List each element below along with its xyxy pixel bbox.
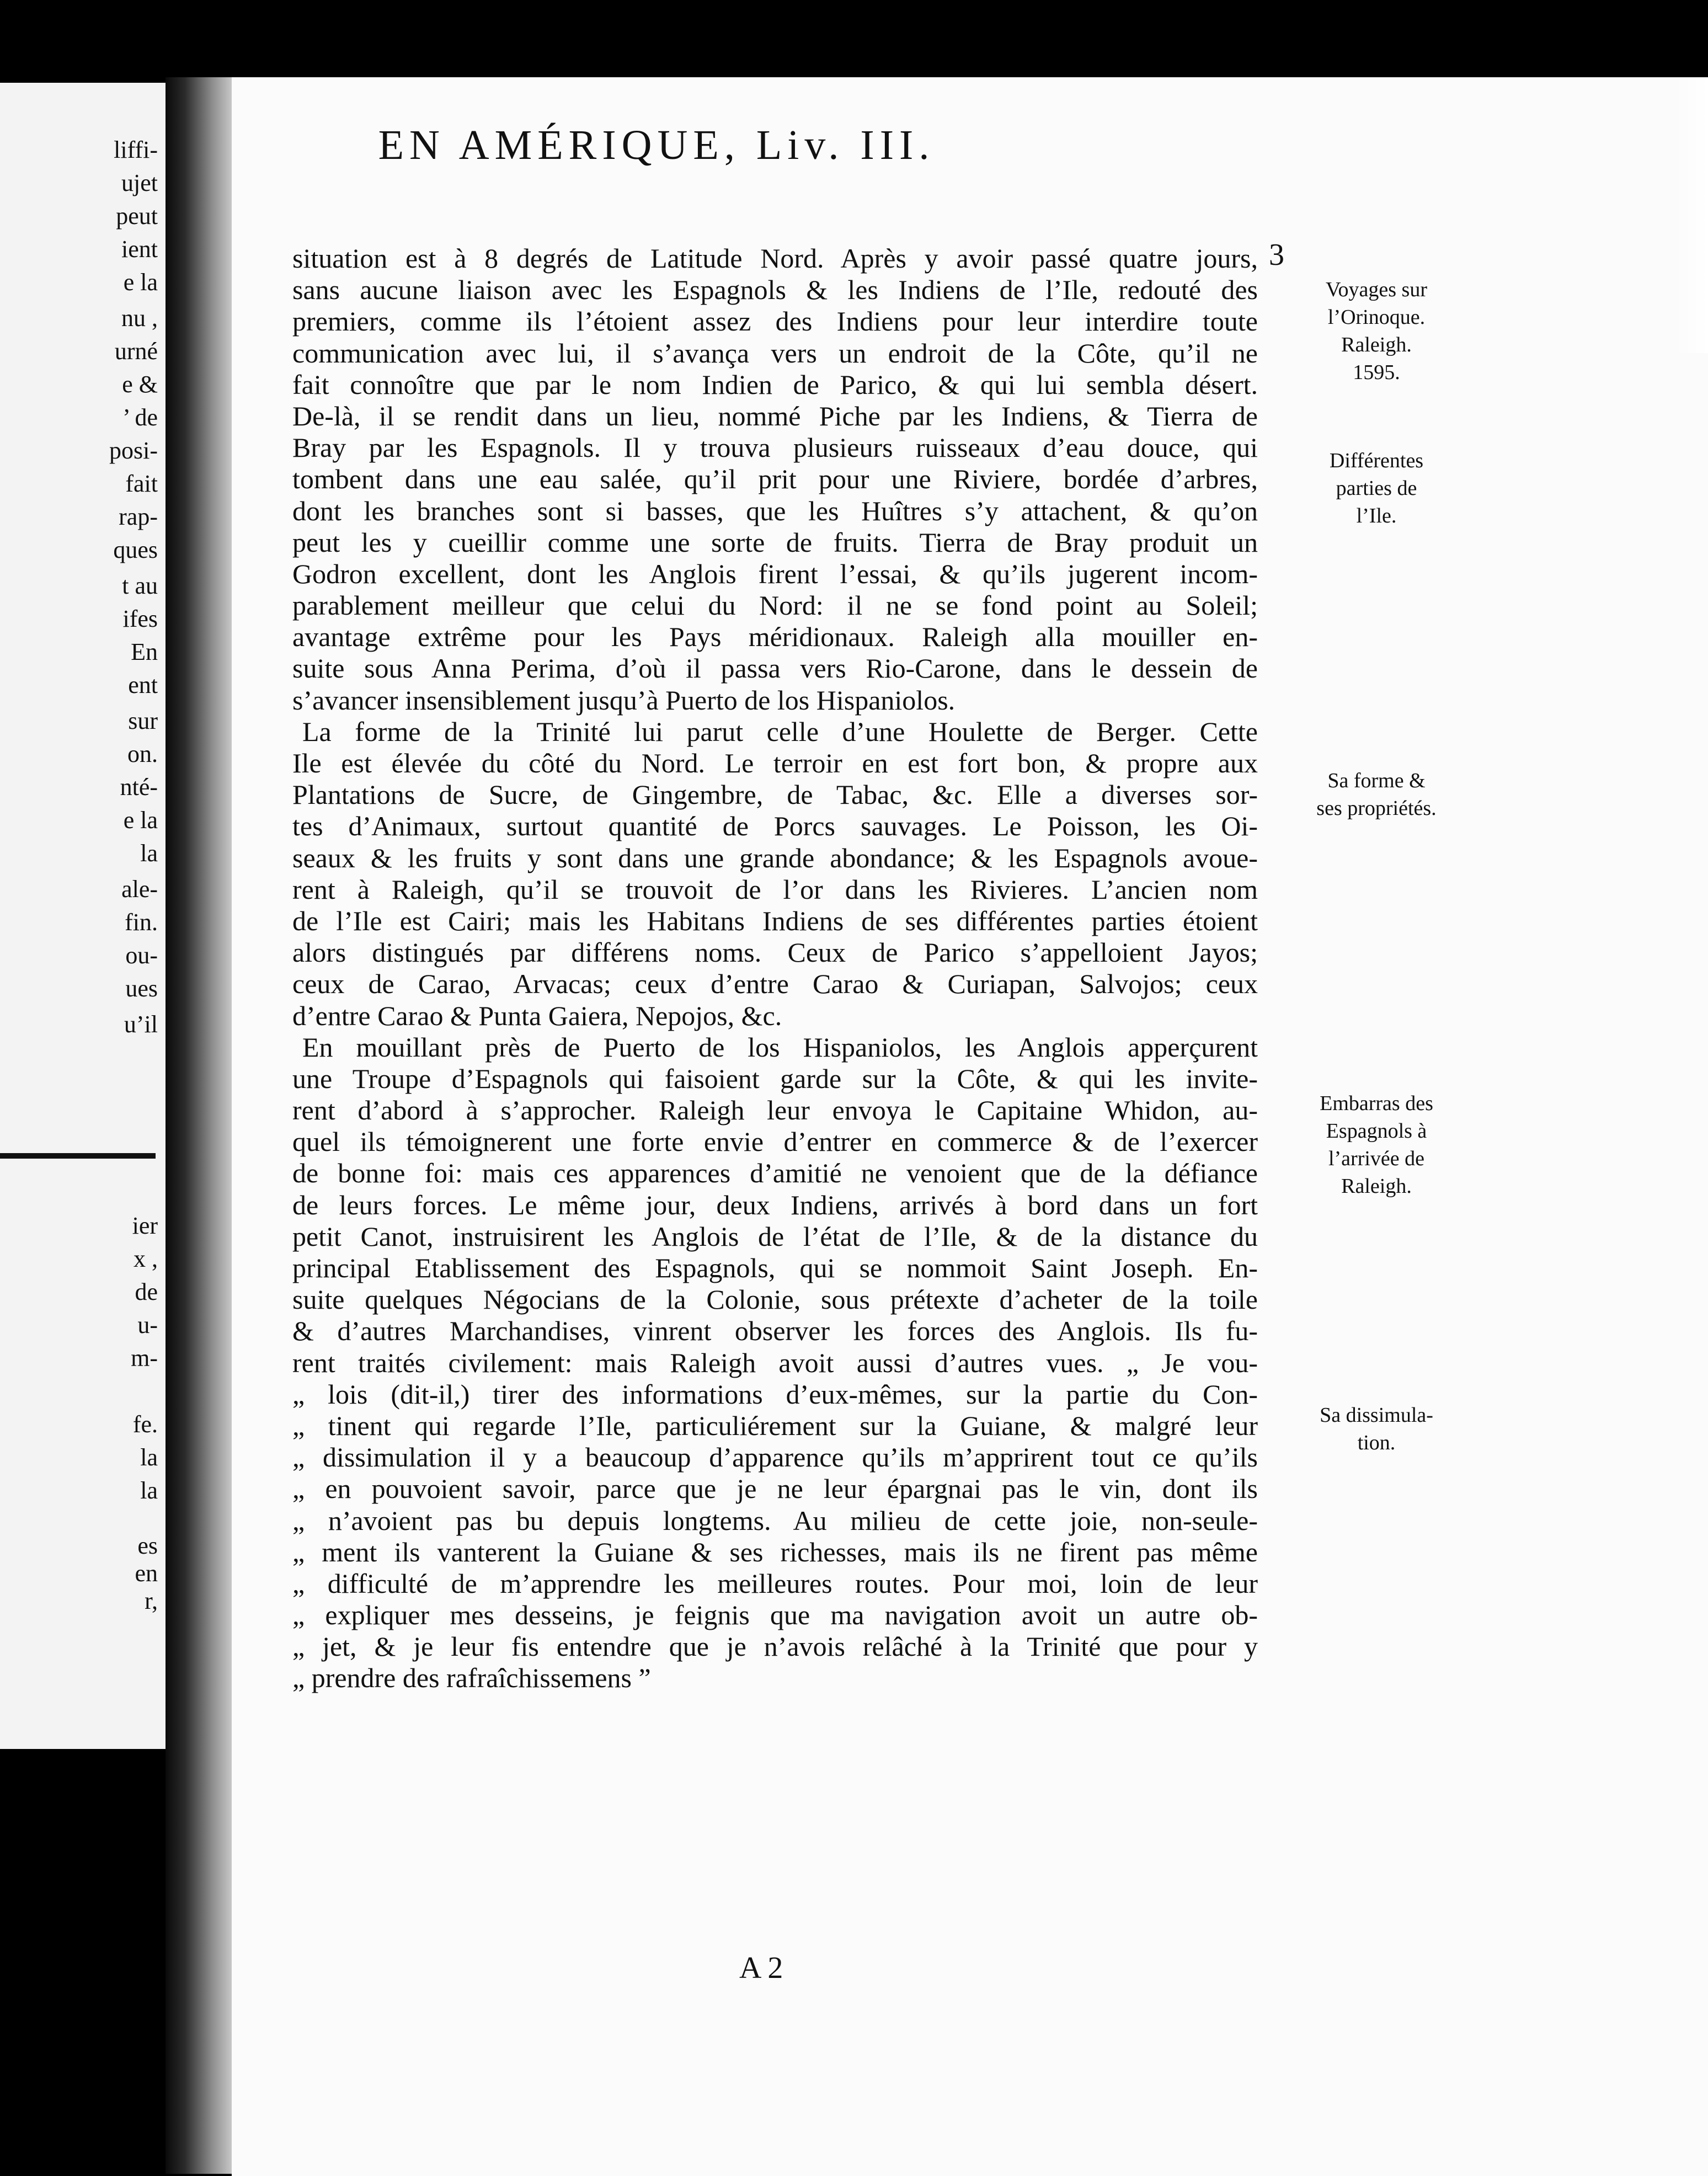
marginal-note-line: Embarras des bbox=[1320, 1092, 1433, 1115]
left-page-fragment: urné bbox=[114, 338, 158, 365]
text-line: ceux de Carao, Arvacas; ceux d’entre Carao & Curiapan, Salvojos; ceux bbox=[292, 968, 1258, 1000]
text-line: s’avancer insensiblement jusqu’à Puerto de los Hispaniolos. bbox=[292, 684, 956, 716]
text-line: peut les y cueillir comme une sorte de fruits. Tierra de Bray produit un bbox=[292, 526, 1258, 558]
text-line: suite sous Anna Perima, d’où il passa vers Rio-Carone, dans le dessein de bbox=[292, 653, 1258, 684]
text-line: En mouillant près de Puerto de los Hispaniolos, les Anglois apperçurent bbox=[302, 1031, 1258, 1063]
marginal-note-line: Espagnols à bbox=[1326, 1119, 1427, 1143]
left-page-fragment: posi- bbox=[109, 437, 158, 464]
text-line: „ tinent qui regarde l’Ile, particuliérement sur la Guiane, & malgré leur bbox=[292, 1410, 1258, 1441]
text-line: avantage extrême pour les Pays méridionaux. Raleigh alla mouiller en- bbox=[292, 621, 1258, 653]
text-line: communication avec lui, il s’avança vers un endroit de la Côte, qu’il ne bbox=[292, 337, 1258, 369]
left-page-fragment: m- bbox=[131, 1345, 158, 1372]
text-line: „ jet, & je leur fis entendre que je n’avois relâché à la Trinité que pour y bbox=[292, 1631, 1258, 1662]
text-line: fait connoître que par le nom Indien de Parico, & qui lui sembla désert. bbox=[292, 369, 1258, 400]
book-gutter bbox=[166, 77, 243, 2174]
text-line: rent traités civilement: mais Raleigh avoit aussi d’autres vues. „ Je vou- bbox=[292, 1347, 1258, 1378]
text-line: petit Canot, instruisirent les Anglois de l’état de l’Ile, & de la distance du bbox=[292, 1220, 1258, 1252]
left-page-fragment: fin. bbox=[125, 909, 158, 936]
left-page-fragment: on. bbox=[127, 740, 158, 767]
left-page-fragment: ale- bbox=[121, 876, 158, 903]
text-line: de bonne foi: mais ces apparences d’amitié ne venoient que de la défiance bbox=[292, 1158, 1258, 1189]
page-number: 3 bbox=[1269, 238, 1284, 272]
text-line: tes d’Animaux, surtout quantité de Porcs sauvages. Le Poisson, les Oi- bbox=[292, 810, 1258, 842]
left-page-rule bbox=[0, 1153, 156, 1159]
left-page-fragment: r, bbox=[145, 1587, 158, 1614]
text-line: „ en pouvoient savoir, parce que je ne leur épargnai pas le vin, dont ils bbox=[292, 1473, 1258, 1505]
left-page-fragment: e la bbox=[123, 807, 158, 834]
left-page-fragment: ier bbox=[132, 1212, 158, 1239]
text-line: rent à Raleigh, qu’il se trouvoit de l’or dans les Rivieres. L’ancien nom bbox=[292, 873, 1258, 905]
left-page-fragment: x , bbox=[134, 1245, 158, 1272]
text-line: rent d’abord à s’approcher. Raleigh leur envoya le Capitaine Whidon, au- bbox=[292, 1095, 1258, 1126]
marginal-note-line: Différentes bbox=[1329, 449, 1424, 472]
marginal-note-line: parties de bbox=[1336, 477, 1417, 500]
left-page-fragment: la bbox=[140, 840, 158, 867]
left-page-fragment: ques bbox=[113, 536, 158, 563]
marginal-note-line: Sa forme & bbox=[1327, 769, 1426, 792]
text-line: Godron excellent, dont les Anglois firent l’essai, & qu’ils jugerent incom- bbox=[292, 558, 1258, 589]
text-line: „ difficulté de m’apprendre les meilleures routes. Pour moi, loin de leur bbox=[292, 1567, 1258, 1599]
signature-mark: A 2 bbox=[739, 1951, 783, 1985]
text-line: sans aucune liaison avec les Espagnols & les Indiens de l’Ile, redouté des bbox=[292, 274, 1258, 306]
marginal-note bbox=[1285, 447, 1467, 530]
text-line: premiers, comme ils l’étoient assez des Indiens pour leur interdire toute bbox=[292, 306, 1258, 337]
marginal-note bbox=[1285, 1401, 1467, 1457]
marginal-note-line: l’arrivée de bbox=[1328, 1147, 1425, 1170]
text-line: une Troupe d’Espagnols qui faisoient garde sur la Côte, & qui les invite- bbox=[292, 1063, 1258, 1094]
left-page-fragment: liffi- bbox=[114, 136, 158, 163]
text-line: Bray par les Espagnols. Il y trouva plusieurs ruisseaux d’eau douce, qui bbox=[292, 432, 1258, 463]
text-line: dont les branches sont si basses, que les Huîtres s’y attachent, & qu’on bbox=[292, 495, 1258, 526]
marginal-note-line: Raleigh. bbox=[1341, 1175, 1412, 1198]
left-page-fragment: e & bbox=[122, 371, 158, 398]
text-line: seaux & les fruits y sont dans une grande abondance; & les Espagnols avoue- bbox=[292, 842, 1258, 873]
left-page-fragment: la bbox=[140, 1444, 158, 1471]
marginal-note-line: l’Orinoque. bbox=[1327, 306, 1426, 329]
text-line: tombent dans une eau salée, qu’il prit pour une Riviere, bordée d’arbres, bbox=[292, 463, 1258, 495]
left-page-fragment: nté- bbox=[120, 774, 158, 801]
left-page-fragment: u- bbox=[137, 1311, 158, 1338]
text-line: d’entre Carao & Punta Gaiera, Nepojos, &c. bbox=[292, 1000, 782, 1031]
left-page-fragment: ifes bbox=[122, 605, 158, 632]
page-edge bbox=[1675, 77, 1708, 353]
text-line: Plantations de Sucre, de Gingembre, de Tabac, &c. Elle a diverses sor- bbox=[292, 779, 1258, 810]
marginal-note-line: l’Ile. bbox=[1356, 504, 1397, 527]
text-line: Ile est élevée du côté du Nord. Le terroir en est fort bon, & propre aux bbox=[292, 748, 1258, 778]
left-page-fragment: es bbox=[137, 1532, 158, 1559]
text-line: situation est à 8 degrés de Latitude Nord. Après y avoir passé quatre jours, bbox=[292, 243, 1258, 274]
text-line: La forme de la Trinité lui parut celle d’une Houlette de Berger. Cette bbox=[302, 716, 1258, 747]
marginal-note-line: 1595. bbox=[1353, 361, 1400, 384]
text-line: „ n’avoient pas bu depuis longtems. Au milieu de cette joie, non-seule- bbox=[292, 1505, 1258, 1536]
left-page-fragment: ’ de bbox=[122, 404, 158, 431]
left-page-fragment: sur bbox=[128, 707, 158, 734]
text-line: „ dissimulation il y a beaucoup d’apparence qu’ils m’apprirent tout ce qu’ils bbox=[292, 1442, 1258, 1473]
left-page-fragment: ujet bbox=[121, 169, 158, 196]
text-line: & d’autres Marchandises, vinrent observer les forces des Anglois. Ils fu- bbox=[292, 1315, 1258, 1347]
left-page-fragment: ent bbox=[128, 671, 158, 698]
left-page-fragment: u’il bbox=[124, 1011, 158, 1038]
left-page-fragment: t au bbox=[122, 572, 158, 599]
text-line: de l’Ile est Cairi; mais les Habitans Indiens de ses différentes parties étoient bbox=[292, 905, 1258, 936]
left-page-fragment: de bbox=[135, 1278, 158, 1305]
left-page-fragment: nu , bbox=[121, 305, 158, 332]
left-page-fragment: rap- bbox=[119, 503, 158, 530]
text-line: quel ils témoignerent une forte envie d’entrer en commerce & de l’exercer bbox=[292, 1126, 1258, 1158]
marginal-note bbox=[1285, 276, 1467, 386]
left-page-fragment: En bbox=[131, 638, 158, 665]
left-page-fragment: ou- bbox=[125, 942, 158, 969]
marginal-note-line: Raleigh. bbox=[1341, 333, 1412, 356]
left-page-fragment: e la bbox=[123, 269, 158, 296]
text-line: „ lois (dit-il,) tirer des informations d’eux-mêmes, sur la partie du Con- bbox=[292, 1378, 1258, 1410]
marginal-note-line: tion. bbox=[1357, 1431, 1396, 1454]
running-head: EN AMÉRIQUE, Liv. III. bbox=[378, 122, 935, 168]
marginal-note bbox=[1285, 767, 1467, 822]
text-line: suite quelques Négocians de la Colonie, sous prétexte d’acheter de la toile bbox=[292, 1284, 1258, 1315]
text-line: „ ment ils vanterent la Guiane & ses richesses, mais ils ne firent pas même bbox=[292, 1536, 1258, 1567]
previous-page-strip bbox=[0, 83, 166, 1749]
left-page-fragment: fe. bbox=[132, 1411, 158, 1438]
left-page-fragment: ues bbox=[125, 975, 158, 1002]
text-line: de leurs forces. Le même jour, deux Indiens, arrivés à bord dans un fort bbox=[292, 1189, 1258, 1220]
text-line: principal Etablissement des Espagnols, qui se nommoit Saint Joseph. En- bbox=[292, 1252, 1258, 1283]
left-page-fragment: la bbox=[140, 1477, 158, 1504]
left-page-fragment: ient bbox=[121, 236, 158, 263]
marginal-note-line: ses propriétés. bbox=[1316, 797, 1437, 820]
marginal-note-line: Sa dissimula- bbox=[1320, 1404, 1433, 1427]
marginal-note bbox=[1285, 1090, 1467, 1200]
body-text bbox=[292, 243, 1258, 1694]
text-line: parablement meilleur que celui du Nord: il ne se fond point au Soleil; bbox=[292, 590, 1258, 621]
marginal-note-line: Voyages sur bbox=[1325, 278, 1427, 301]
left-page-fragment: fait bbox=[125, 470, 158, 497]
text-line: „ expliquer mes desseins, je feignis que ma navigation avoit un autre ob- bbox=[292, 1599, 1258, 1631]
text-line: „ prendre des rafraîchissemens ” bbox=[292, 1662, 651, 1694]
left-page-fragment: en bbox=[135, 1560, 158, 1587]
text-line: alors distingués par différens noms. Ceux de Parico s’appelloient Jayos; bbox=[292, 937, 1258, 968]
left-page-fragment: peut bbox=[116, 202, 158, 230]
text-line: De-là, il se rendit dans un lieu, nommé Piche par les Indiens, & Tierra de bbox=[292, 400, 1258, 431]
